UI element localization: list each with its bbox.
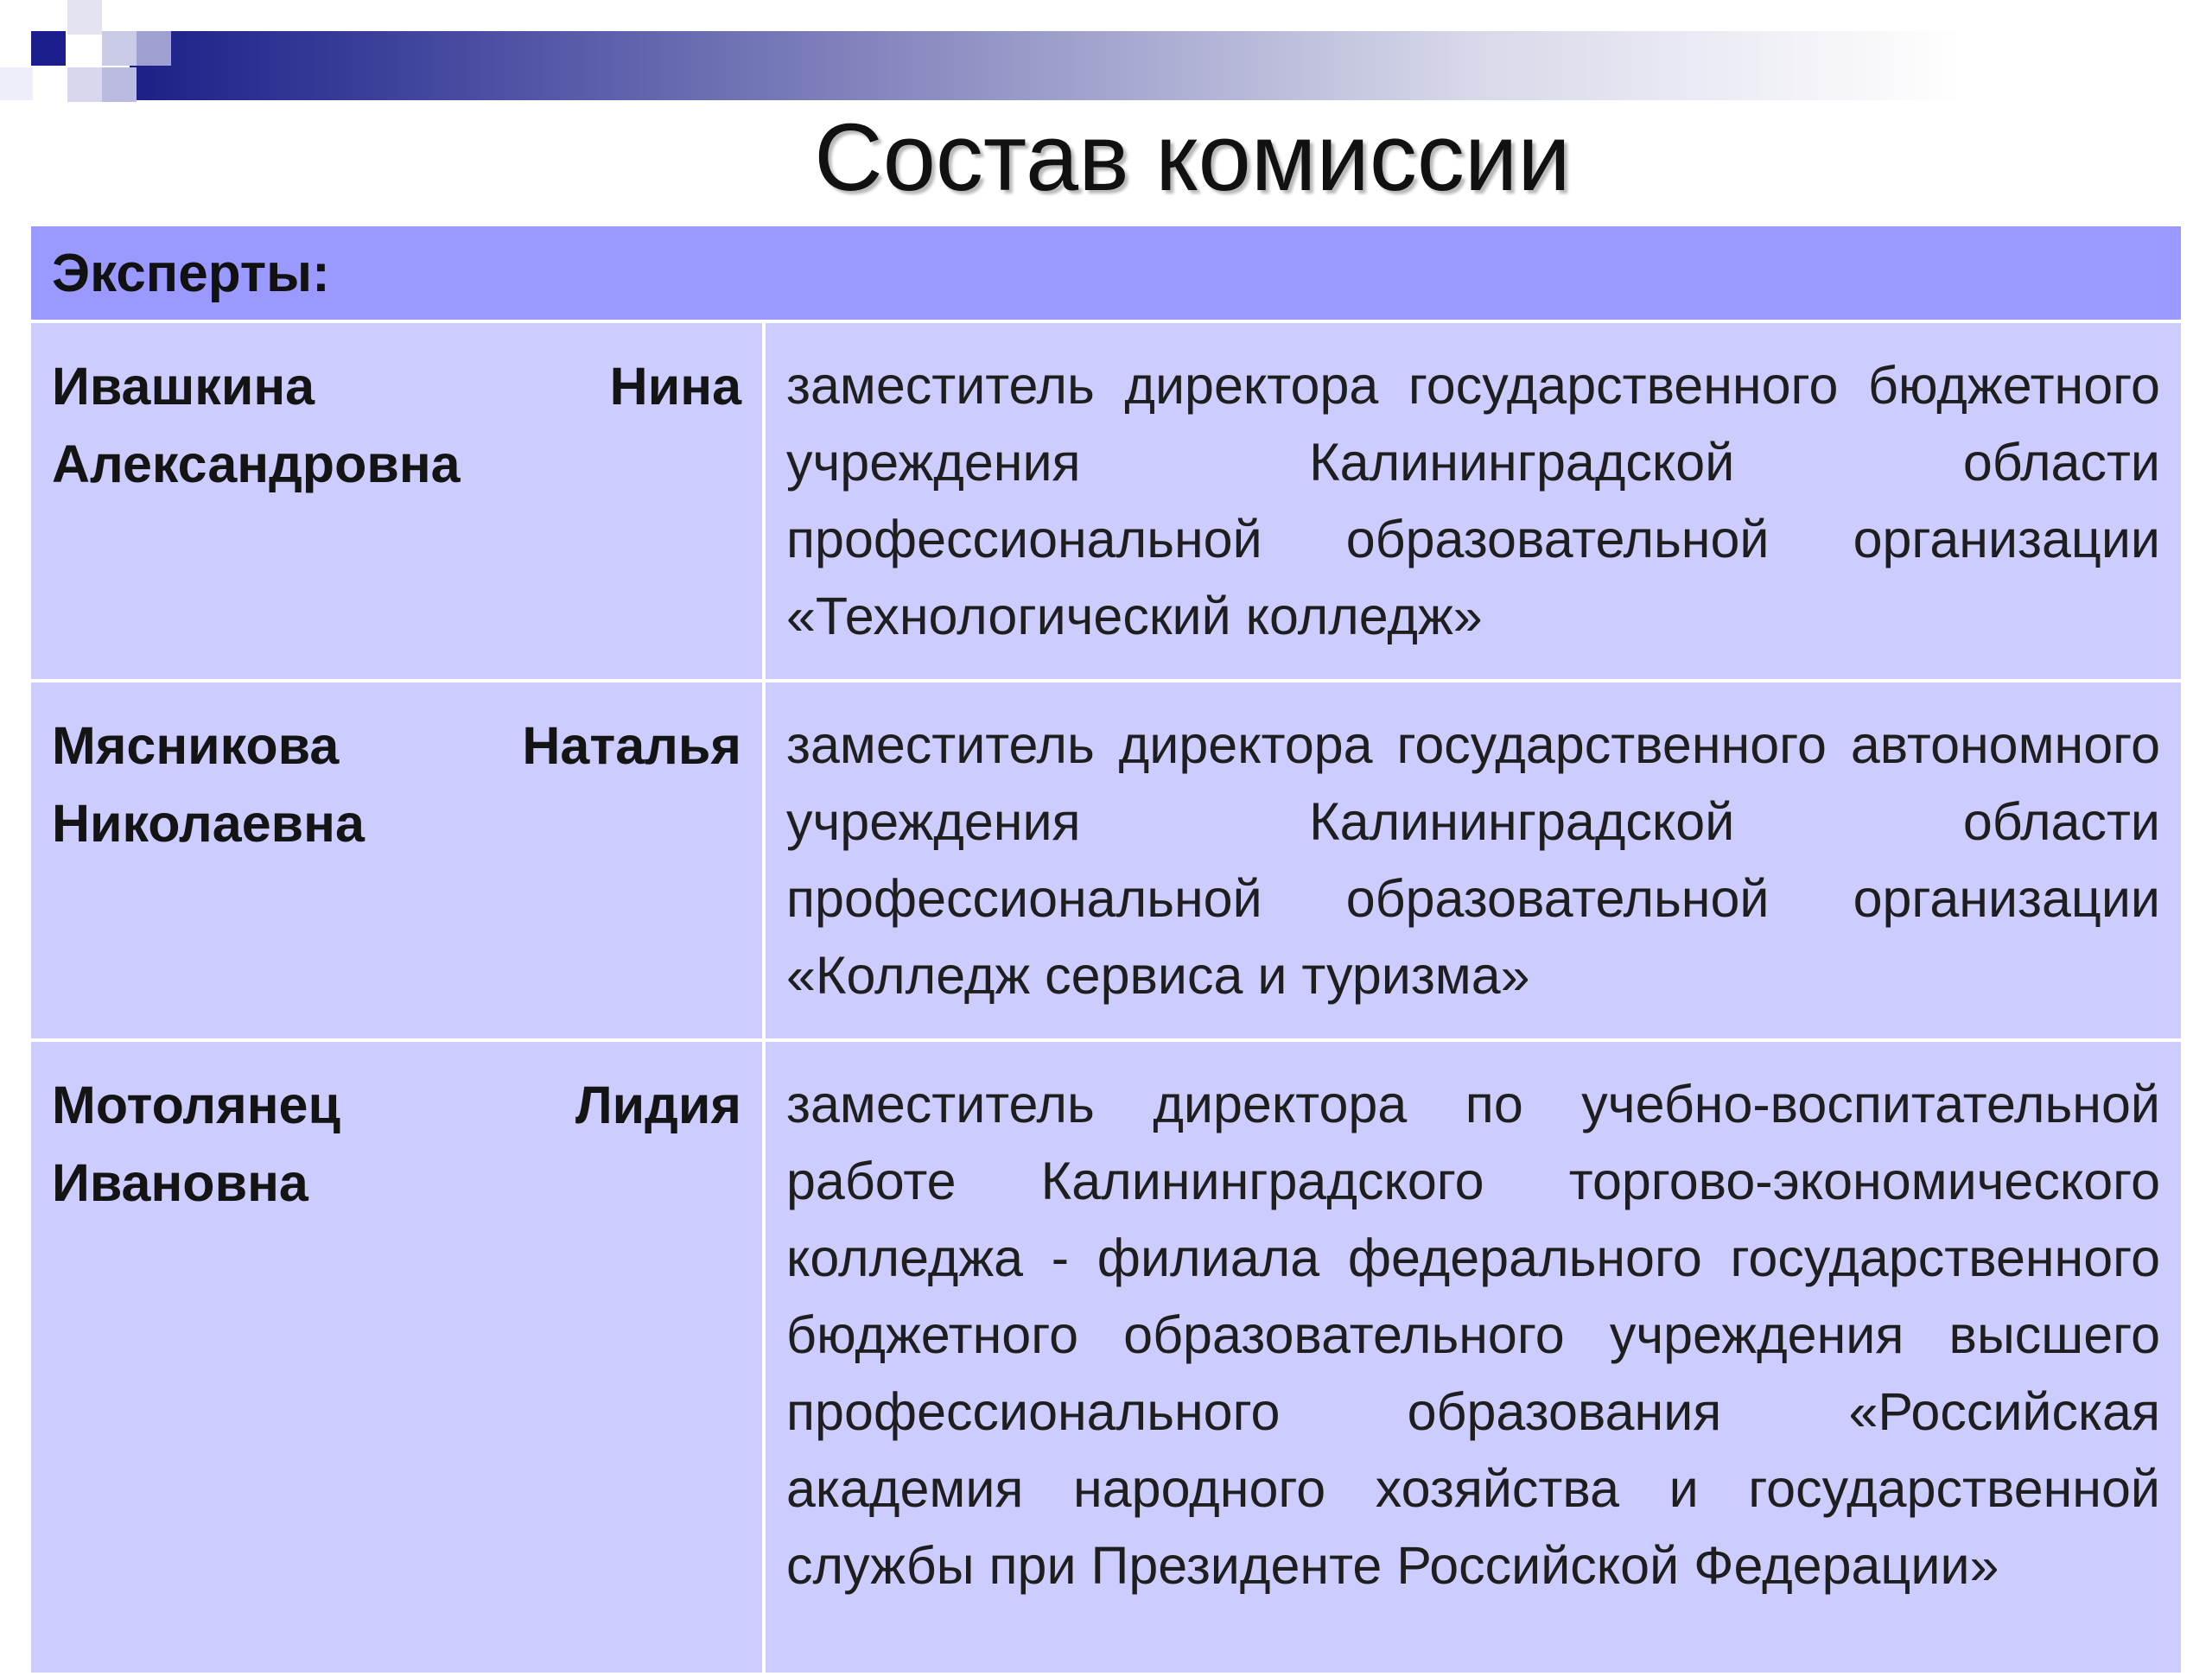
expert-patronymic: Николаевна xyxy=(52,794,365,853)
expert-name-cell xyxy=(29,681,764,1040)
expert-position-cell: заместитель директора государственного автономного учреждения Калининградской области профессиональной образовательной организации «Колледж сервиса и туризма» xyxy=(764,681,2183,1040)
expert-surname: Мотолянец xyxy=(52,1076,340,1134)
decorative-square xyxy=(102,31,137,66)
expert-name-line xyxy=(52,1066,741,1144)
expert-first-name: Нина xyxy=(609,357,741,416)
table-row xyxy=(29,1040,2183,1674)
commission-table-container xyxy=(28,223,2184,1676)
expert-surname: Ивашкина xyxy=(52,357,315,416)
decorative-square xyxy=(67,67,102,102)
expert-position-cell: заместитель директора по учебно-воспитательной работе Калининградского торгово-экономического колледжа - филиала федерального государственного бюджетного образовательного учреждения высшего профессионального образования «Российская академия народного хозяйства и государственной службы при Президенте Российской Федерации» xyxy=(764,1040,2183,1674)
expert-name-cell xyxy=(29,1040,764,1674)
decorative-square xyxy=(67,0,102,35)
table-section-header-row xyxy=(29,225,2183,321)
decorative-square xyxy=(31,31,66,66)
decorative-square xyxy=(0,67,33,100)
expert-name-cell xyxy=(29,321,764,681)
header-gradient-bar xyxy=(121,31,2212,100)
expert-position-cell: заместитель директора государственного бюджетного учреждения Калининградской области профессиональной образовательной организации «Технологический колледж» xyxy=(764,321,2183,681)
table-row xyxy=(29,681,2183,1040)
decorative-square xyxy=(102,67,137,102)
expert-patronymic: Ивановна xyxy=(52,1153,308,1212)
expert-first-name: Наталья xyxy=(522,716,741,775)
decorative-square xyxy=(137,31,171,66)
section-header-experts: Эксперты: xyxy=(29,225,2183,321)
expert-patronymic: Александровна xyxy=(52,435,461,493)
commission-table xyxy=(28,223,2184,1676)
expert-name-line xyxy=(52,347,741,425)
expert-name-line xyxy=(52,707,741,784)
page-title: Состав комиссии xyxy=(814,105,1571,211)
expert-surname: Мясникова xyxy=(52,716,340,775)
table-row xyxy=(29,321,2183,681)
expert-first-name: Лидия xyxy=(575,1076,741,1134)
